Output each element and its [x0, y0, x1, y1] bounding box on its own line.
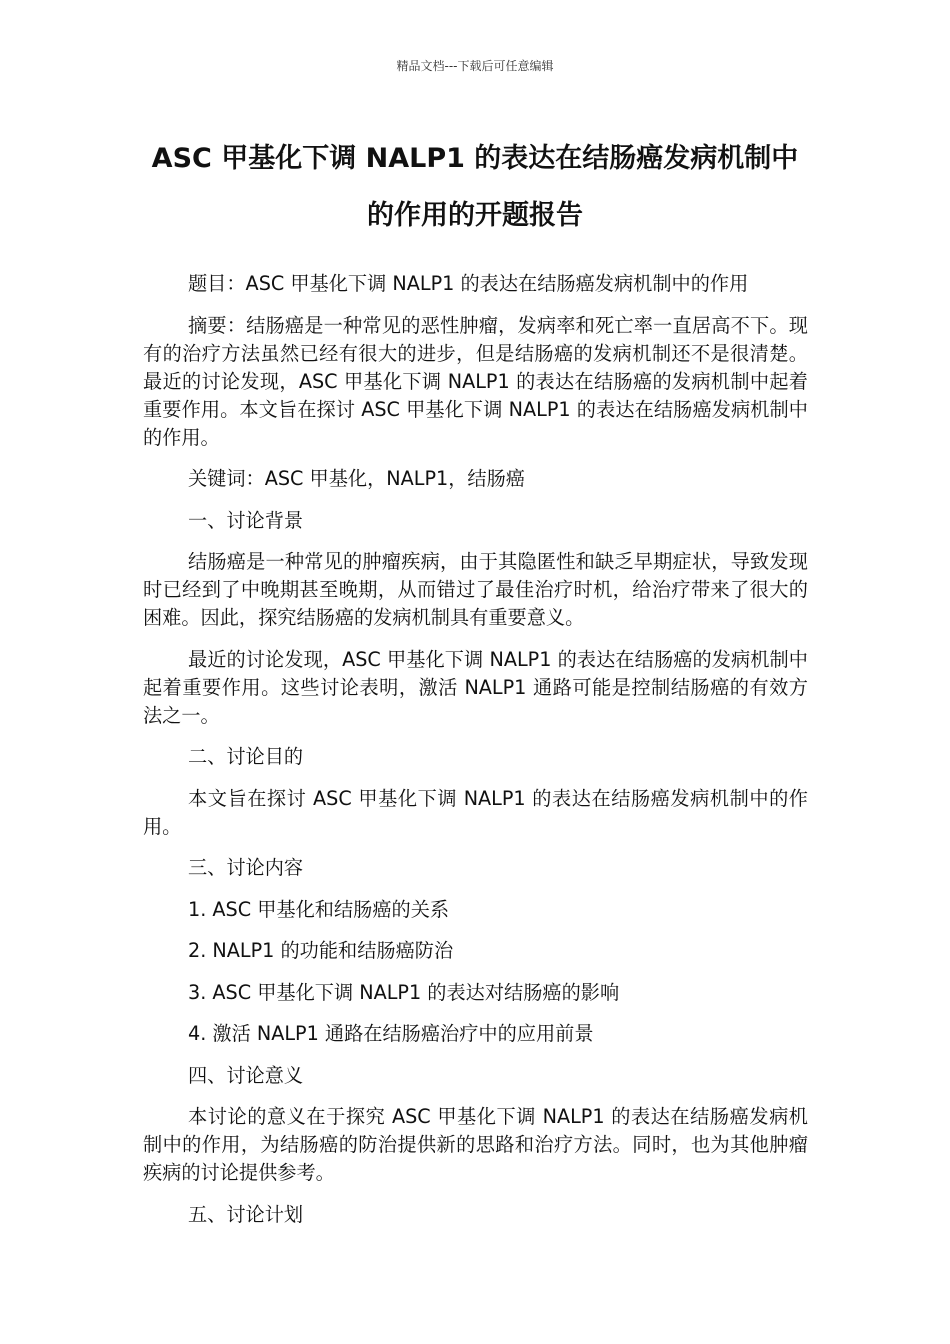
- purpose-paragraph: 本文旨在探讨 ASC 甲基化下调 NALP1 的表达在结肠癌发病机制中的作用。: [143, 786, 808, 838]
- section-heading-background: 一、讨论背景: [188, 508, 304, 532]
- significance-paragraph: 本讨论的意义在于探究 ASC 甲基化下调 NALP1 的表达在结肠癌发病机制中的作用，为结肠癌的防治提供新的思路和治疗方法。同时，也为其他肿瘤疾病的讨论提供参考。: [143, 1105, 808, 1184]
- document-title-line-1: ASC 甲基化下调 NALP1 的表达在结肠癌发病机制中: [151, 143, 799, 174]
- content-item-1: 1. ASC 甲基化和结肠癌的关系: [188, 897, 450, 921]
- content-item-4: 4. 激活 NALP1 通路在结肠癌治疗中的应用前景: [188, 1022, 594, 1045]
- section-heading-significance: 四、讨论意义: [188, 1063, 304, 1087]
- document-title-line-2: 的作用的开题报告: [367, 200, 583, 231]
- abstract-paragraph: 摘要：结肠癌是一种常见的恶性肿瘤，发病率和死亡率一直居高不下。现有的治疗方法虽然已经有很大的进步，但是结肠癌的发病机制还不是很清楚。最近的讨论发现，ASC 甲基化下调 NALP1 的表达在结肠癌的发病机制中起着重要作用。本文旨在探讨 ASC 甲基化下调 NALP1 的表达在结肠癌发病机制中的作用。: [143, 313, 808, 449]
- section-heading-purpose: 二、讨论目的: [188, 745, 304, 768]
- background-paragraph-2: 最近的讨论发现，ASC 甲基化下调 NALP1 的表达在结肠癌的发病机制中起着重要作用。这些讨论表明，激活 NALP1 通路可能是控制结肠癌的有效方法之一。: [143, 647, 808, 727]
- section-heading-content: 三、讨论内容: [188, 856, 304, 879]
- section-heading-plan: 五、讨论计划: [188, 1202, 304, 1226]
- content-item-2: 2. NALP1 的功能和结肠癌防治: [188, 939, 454, 962]
- subject-paragraph: 题目：ASC 甲基化下调 NALP1 的表达在结肠癌发病机制中的作用: [188, 272, 749, 295]
- content-item-3: 3. ASC 甲基化下调 NALP1 的表达对结肠癌的影响: [188, 980, 620, 1004]
- document-body: [143, 270, 808, 1242]
- page-header: 精品文档---下载后可任意编辑: [396, 59, 554, 73]
- keywords-paragraph: 关键词：ASC 甲基化，NALP1，结肠癌: [188, 467, 525, 490]
- background-paragraph-1: 结肠癌是一种常见的肿瘤疾病，由于其隐匿性和缺乏早期症状，导致发现时已经到了中晚期甚至晚期，从而错过了最佳治疗时机，给治疗带来了很大的困难。因此，探究结肠癌的发病机制具有重要意义。: [143, 550, 808, 629]
